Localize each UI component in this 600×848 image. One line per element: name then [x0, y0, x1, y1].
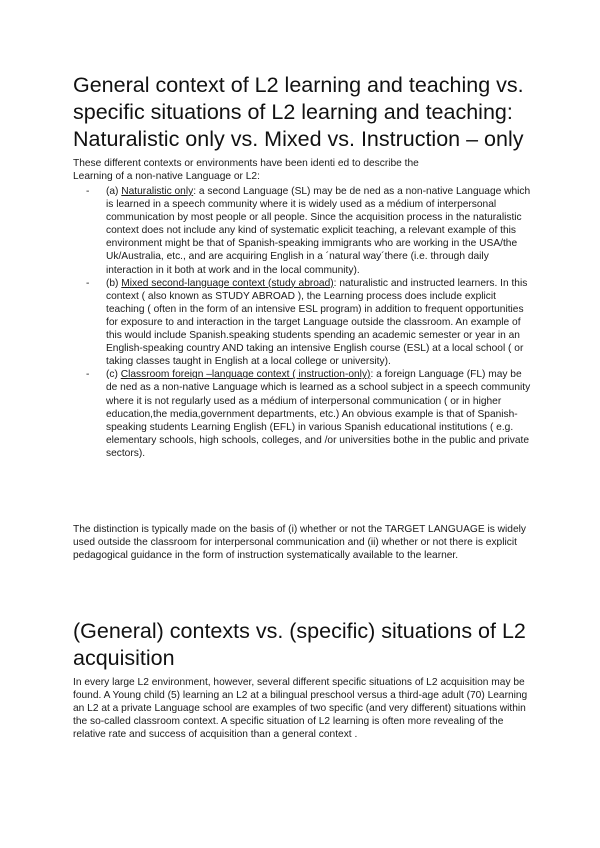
item-prefix: (a) [106, 186, 122, 197]
intro-line-2: Learning of a non-native Language or L2: [73, 171, 260, 183]
item-prefix: (b) [106, 277, 122, 289]
item-body: : naturalistic and instructed learners. In this context ( also known as STUDY ABROAD ), the Learning process does include explicit teaching ( often in the form of an intensive ESL program) in addition to frequent opportunities for exposure to and interaction in the target Language outside the classroom. An example of this would include Spanish.speaking students spending an academic semester or year in an English-speaking country AND taking an intensive English course (ESL) at a local school ( or taking classes taught in English at a local college or university). [106, 277, 528, 368]
list-item-classroom [86, 368, 532, 460]
list-dash: - [86, 186, 90, 197]
list-item-mixed [86, 277, 532, 369]
item-prefix: (c) [106, 369, 121, 381]
section-1-intro [73, 157, 533, 183]
list-item-naturalistic [86, 185, 532, 277]
section-2-heading: (General) contexts vs. (specific) situations of L2 acquisition [73, 619, 526, 670]
list-dash: - [86, 369, 90, 381]
context-list [86, 185, 532, 460]
section-1-heading: General context of L2 learning and teaching vs. specific situations of L2 learning and teaching: Naturalistic only vs. Mixed vs. Instruction – only [73, 73, 524, 151]
list-dash: - [86, 277, 90, 289]
section-2-body: In every large L2 environment, however, several different specific situations of L2 acquisition may be found. A Young child (5) learning an L2 at a bilingual preschool versus a third-age adult (70) Learning an L2 at a private Language school are examples of two specific (and very different) situations within the so-called classroom context. A specific situation of L2 learning is often more revealing of the relative rate and success of acquisition than a general context . [73, 677, 528, 741]
item-term: Naturalistic only [121, 186, 194, 197]
item-term: Mixed second-language context (study abroad) [121, 277, 334, 289]
item-body: : a foreign Language (FL) may be de ned as a non-native Language which is learned as a school subject in a speech community where it is not regularly used as a médium of interpersonal communication ( or in higher education,the media,government departments, etc.) An obvious example is that of Spanish-speaking students Learning English (EFL) in various Spanish educational institutions ( e.g. elementary schools, high schools, colleges, and /or universities bothe in the public and private sectors). [106, 369, 531, 459]
item-term: Classroom foreign –language context ( instruction-only) [120, 369, 371, 381]
section-1-closing: The distinction is typically made on the basis of (i) whether or not the TARGET LANGUAGE is widely used outside the classroom for interpersonal communication and (ii) whether or not there is explicit pedagogical guidance in the form of instruction systematically available to the learner. [73, 524, 526, 562]
intro-line-1: These different contexts or environments have been identi ed to describe the [73, 158, 419, 169]
item-body: : a second Language (SL) may be de ned as a non-native Language which is learned in a speech community where it is widely used as a médium of interpersonal communication by most people or all people. Since the acquisition process in the naturalistic context does not include any kind of systematic explicit teaching, a relevant example of this environment might be that of Spanish-speaking immigrants who are working in the USA/the Uk/Australia, etc., and are acquiring English in a ´natural way´there (i.e. through daily interaction in it both at work and in the local community). [106, 186, 531, 276]
